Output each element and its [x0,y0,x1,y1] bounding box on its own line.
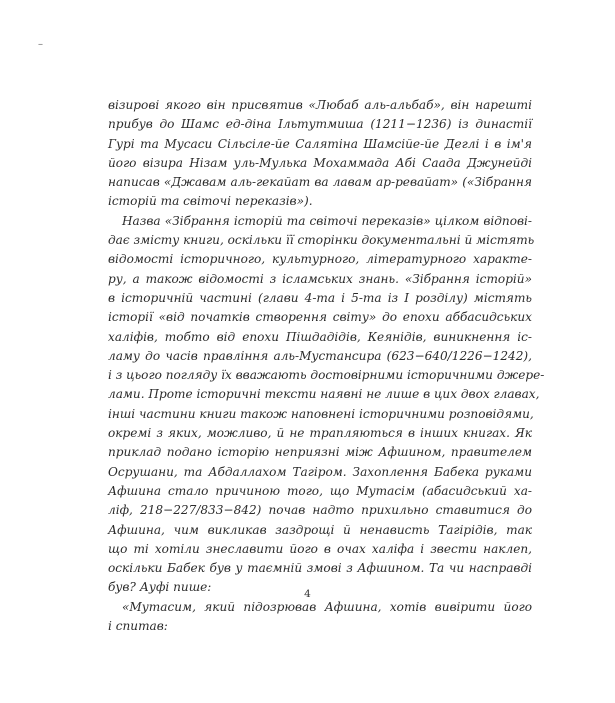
paragraph [108,212,545,598]
text-line: історії «від початків створення світу» до епохи аббасидських [108,310,532,325]
paragraph [108,96,532,212]
text-line: ліф, 218−227/833−842) почав надто прихильно ставитися до [108,503,532,518]
text-line: дає змісту книги, оскільки її сторінки документальні й містять [108,233,535,248]
text-line: і з цього погляду їх вважають достовірними історичними джере- [108,368,545,383]
text-line: інші частини книги також наповнені історичними розповідями, [108,406,534,421]
body-text [108,96,545,636]
text-line: Афшина стало причиною того, що Мутасім (абасидський ха- [108,483,532,498]
text-line: халіфів, тобто від епохи Пішдадідів, Кеянідів, виникнення іс- [108,329,532,344]
text-line: «Мутасим, який підозрював Афшина, хотів вивірити його [122,599,532,614]
text-line: Афшина, чим викликав заздрощі й ненависть Тагірідів, так [108,522,532,537]
text-line: що ті хотіли знеславити його в очах халіфа і звести наклеп, [108,541,532,556]
text-line: Назва «Зібрання історій та світочі переказів» цілком відпові- [122,213,532,228]
text-line: написав «Джавам аль-гекайат ва лавам ар-ревайат» («Зібрання [108,175,532,190]
text-line: Гурі та Мусаси Сільсіле-йе Салятіна Шамсійе-йе Деглі і в ім'я [108,136,532,151]
text-line: в історичній частині (глави 4-та і 5-та із I розділу) містять [108,290,532,305]
text-line: лами. Проте історичні тексти наявні не лише в цих двох главах, [108,387,540,402]
text-line: і спитав: [108,619,168,634]
text-line: приклад подано історію неприязні між Афшином, правителем [108,445,532,460]
text-line: історій та світочі переказів»). [108,194,313,209]
text-line: ламу до часів правління аль-Мустансира (623−640/1226−1242), [108,348,532,363]
text-line: Осрушани, та Абдаллахом Тагіром. Захоплення Бабека руками [108,464,532,479]
text-line: був? Ауфі пише: [108,580,212,595]
paragraph [108,598,532,637]
page-number: 4 [304,588,311,600]
text-line: його візира Нізам уль-Мулька Мохаммада Абі Саада Джунейді [108,155,532,170]
text-line: візирові якого він присвятив «Любаб аль-альбаб», він нарешті [108,98,532,112]
text-line: оскільки Бабек був у таємній змові з Афшином. Та чи насправді [108,561,532,576]
corner-dash-mark: – [38,39,43,50]
text-line: відомості історичного, культурного, літературного характе- [108,252,532,267]
text-line: окремі з яких, можливо, й не трапляються в інших книгах. Як [108,426,532,441]
text-line: прибув до Шамс ед-діна Ільтутмиша (1211−1236) із династії [108,117,532,132]
text-line: ру, а також відомості з ісламських знань. «Зібрання історій» [108,271,532,286]
